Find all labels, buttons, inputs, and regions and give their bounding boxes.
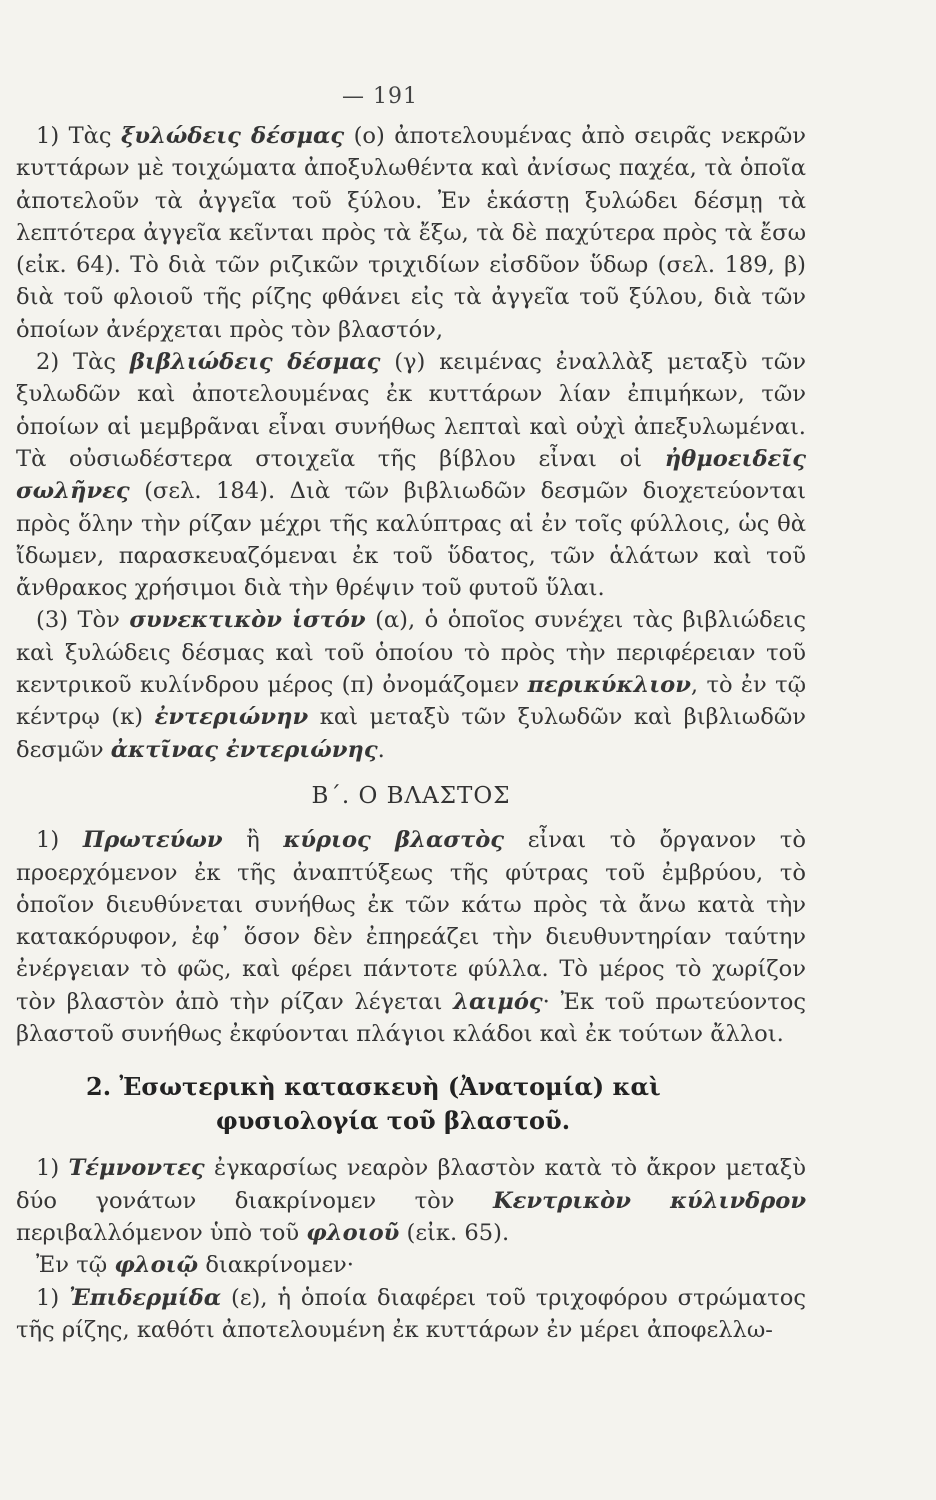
page-body xyxy=(16,120,806,1346)
term-cortex: φλοιῷ xyxy=(114,1252,199,1279)
page-number: — 191 xyxy=(342,84,418,109)
paragraph-text: διακρίνομεν· xyxy=(205,1252,354,1279)
item-number: 1) xyxy=(36,1284,60,1311)
term-cortex: φλοιοῦ xyxy=(306,1219,400,1246)
item-number: 1) xyxy=(36,1155,60,1182)
item-number: 1) xyxy=(36,827,60,854)
paragraph-epidermis xyxy=(16,1282,806,1347)
paragraph-text: , τὸ ἐν τῷ κέντρῳ (κ) xyxy=(16,672,806,731)
term-central-cylinder: Κεντρικὸν κύλινδρον xyxy=(493,1187,806,1214)
term-pith: ἐντεριώνην xyxy=(154,704,309,731)
paragraph-text: εἶναι τὸ ὄργανον τὸ προερχόμενον ἐκ τῆς ἀναπτύξεως τῆς φύτρας τοῦ ἐμβρύου, τὸ ὁποῖον διευθύνεται συνήθως ἐκ τῶν κάτω πρὸς τὰ ἄνω κατὰ τὴν κατακόρυφον, ἐφ᾽ ὅσον δὲν ἐπηρεάζει τὴν διευθυντηρίαν ταύτην ἐνέργειαν τὸ φῶς, καὶ φέρει πάντοτε φύλλα. Τὸ μέρος τὸ χωρίζον τὸν βλαστὸν ἀπὸ τὴν ρίζαν λέγεται xyxy=(16,827,807,1015)
section-heading: Β΄. Ο ΒΛΑΣΤΟΣ xyxy=(311,782,511,809)
paragraph-text: (α), ὁ ὁποῖος συνέχει τὰς βιβλιώδεις καὶ ξυλώδεις δέσμας καὶ τοῦ ὁποίου τὸ πρὸς τὴν περιφέρειαν τοῦ κεντρικοῦ κυλίνδρου μέρος (π) ὀνομάζομεν xyxy=(16,607,806,699)
paragraph-text: (ε), ἡ ὁποία διαφέρει τοῦ τριχοφόρου στρώματος τῆς ρίζης, καθότι ἀποτελουμένη ἐκ κυττάρων ἐν μέρει ἀποφελλω- xyxy=(16,1284,806,1343)
term-pericycle: περικύκλιον xyxy=(527,672,691,699)
paragraph-phloem xyxy=(16,346,806,604)
paragraph-text: καὶ μεταξὺ τῶν ξυλωδῶν καὶ βιβλιωδῶν δεσμῶν xyxy=(16,704,806,763)
paragraph-cross-section xyxy=(16,1152,806,1249)
subsection-heading-line: φυσιολογία τοῦ βλαστοῦ. xyxy=(216,1106,571,1136)
paragraph-xylem xyxy=(16,120,806,346)
term-main-stem: κύριος βλαστὸς xyxy=(283,827,505,854)
subsection-heading-line: 2. Ἐσωτερικὴ κατασκευὴ (Ἀνατομία) καὶ xyxy=(86,1072,661,1102)
term-phloem-bundles: βιβλιώδεις δέσμας xyxy=(129,349,381,376)
term-primary: Πρωτεύων xyxy=(82,827,223,854)
subsection-heading xyxy=(16,1070,806,1138)
paragraph-text: ἢ xyxy=(246,827,260,854)
term-epidermis: Ἐπιδερμίδα xyxy=(69,1284,222,1311)
term-collar: λαιμός xyxy=(453,988,543,1015)
term-connective-tissue: συνεκτικὸν ἱστόν xyxy=(129,607,366,634)
item-number: 2) Τὰς xyxy=(36,349,117,376)
paragraph-main-stem xyxy=(16,824,806,1050)
paragraph-text: (εἰκ. 65). xyxy=(406,1219,510,1246)
paragraph-connective xyxy=(16,604,806,765)
paragraph-text: (ο) ἀποτελουμένας ἀπὸ σειρᾶς νεκρῶν κυττάρων μὲ τοιχώματα ἀποξυλωθέντα καὶ ἀνίσως παχέα, τὰ ὁποῖα ἀποτελοῦν τὰ ἀγγεῖα τοῦ ξύλου. Ἐν ἑκάστῃ ξυλώδει δέσμῃ τὰ λεπτότερα ἀγγεῖα κεῖνται πρὸς τὰ ἔξω, τὰ δὲ παχύτερα πρὸς τὰ ἔσω (εἰκ. 64). Τὸ διὰ τῶν ριζικῶν τριχιδίων εἰσδῦον ὕδωρ (σελ. 189, β) διὰ τοῦ φλοιοῦ τῆς ρίζης φθάνει εἰς τὰ ἀγγεῖα τοῦ ξύλου, διὰ τῶν ὁποίων ἀνέρχεται πρὸς τὸν βλαστόν, xyxy=(16,123,806,343)
paragraph-text: Ἐν τῷ xyxy=(36,1252,108,1279)
term-pith-rays: ἀκτῖνας ἐντεριώνης xyxy=(110,736,378,763)
paragraph-text: (σελ. 184). Διὰ τῶν βιβλιωδῶν δεσμῶν διοχετεύονται πρὸς ὅλην τὴν ρίζαν μέχρι τῆς καλύπτρας αἱ ἐν τοῖς φύλλοις, ὡς θὰ ἴδωμεν, παρασκευαζόμεναι ἐκ τοῦ ὕδατος, τῶν ἁλάτων καὶ τοῦ ἄνθρακος χρήσιμοι διὰ τὴν θρέψιν τοῦ φυτοῦ ὕλαι. xyxy=(16,478,806,602)
paragraph-text: ἐγκαρσίως νεαρὸν βλαστὸν κατὰ τὸ ἄκρον μεταξὺ δύο γονάτων διακρίνομεν τὸν xyxy=(16,1155,807,1214)
term-xylem-bundles: ξυλώδεις δέσμας xyxy=(121,123,345,149)
paragraph-text: (γ) κειμένας ἐναλλὰξ μεταξὺ τῶν ξυλωδῶν καὶ ἀποτελουμένας ἐκ κυττάρων λίαν ἐπιμήκων, τῶν ὁποίων αἱ μεμβρᾶναι εἶναι συνήθως λεπταὶ καὶ οὐχὶ ἀπεξυλωμέναι. Τὰ οὐσιωδέστερα στοιχεῖα τῆς βίβλου εἶναι οἱ xyxy=(16,349,806,472)
paragraph-in-cortex xyxy=(16,1249,806,1281)
item-number: 1) Τὰς xyxy=(36,123,112,149)
term-cutting: Τέμνοντες xyxy=(68,1155,205,1182)
paragraph-text: · Ἐκ τοῦ πρωτεύοντος βλαστοῦ συνήθως ἐκφύονται πλάγιοι κλάδοι καὶ ἐκ τούτων ἄλλοι. xyxy=(16,988,806,1048)
term-sieve-tubes: ἠθμοειδεῖς σωλῆνες xyxy=(16,445,806,505)
paragraph-text: περιβαλλόμενον ὑπὸ τοῦ xyxy=(16,1219,300,1246)
paragraph-text: . xyxy=(377,736,385,763)
item-number: (3) Τὸν xyxy=(36,607,120,634)
